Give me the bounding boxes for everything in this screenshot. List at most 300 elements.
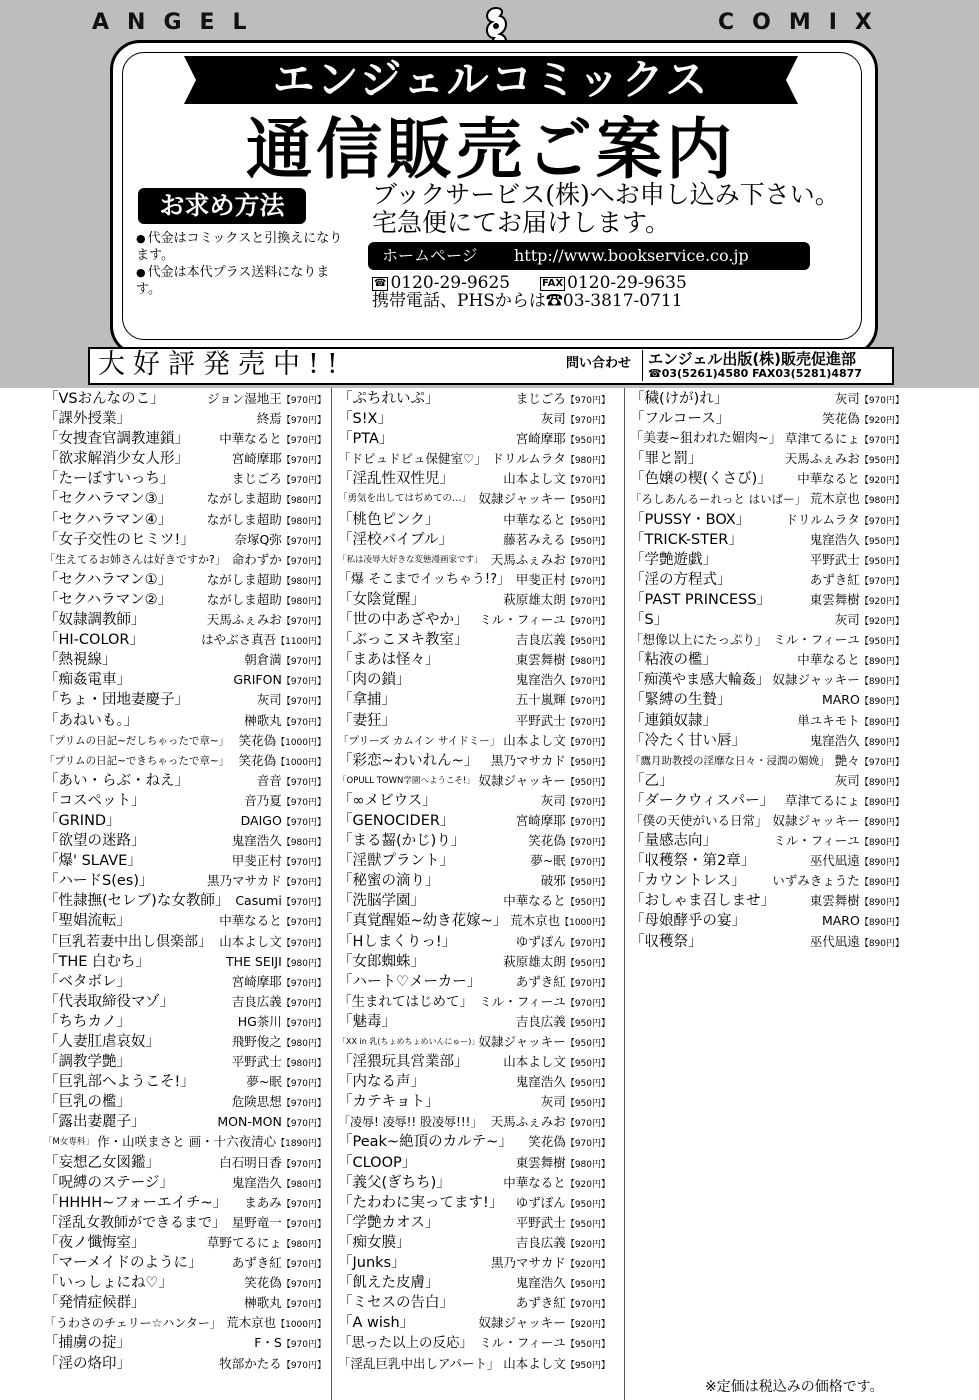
book-title: 「淫乱巨乳中出しアパート」 bbox=[338, 1355, 500, 1371]
book-price: 【970円】 bbox=[281, 617, 326, 628]
book-author: ゆずぽん bbox=[515, 933, 566, 949]
book-author: 宮崎摩耶 bbox=[515, 431, 566, 447]
book-title: 「代表取締役マゾ」 bbox=[44, 993, 175, 1010]
book-price: 【970円】 bbox=[281, 817, 326, 828]
book-title: 「巨乳若妻中出し倶楽部」 bbox=[44, 933, 212, 950]
book-author-price bbox=[207, 570, 326, 592]
list-item bbox=[630, 911, 904, 931]
book-author: 灰司 bbox=[540, 792, 566, 808]
list-item bbox=[44, 891, 326, 911]
book-author-price bbox=[491, 751, 610, 773]
book-price: 【970円】 bbox=[281, 657, 326, 668]
book-author: 灰司 bbox=[834, 612, 860, 628]
book-author-price bbox=[785, 429, 904, 451]
book-title: 「性隷撫(セレブ)な女教師」 bbox=[44, 893, 230, 910]
book-author-price bbox=[516, 1273, 610, 1295]
divider bbox=[642, 350, 643, 381]
book-author: 灰司 bbox=[834, 391, 860, 406]
book-price: 【970円】 bbox=[565, 797, 610, 808]
book-author-price bbox=[207, 871, 326, 893]
book-author: 奴隷ジャッキー bbox=[772, 812, 860, 828]
book-author: 山本よし文 bbox=[503, 471, 566, 487]
list-item bbox=[630, 650, 904, 670]
book-title: 「痴姦電車」 bbox=[44, 672, 131, 689]
book-author-price bbox=[516, 1193, 610, 1215]
book-author: 星野竜一 bbox=[231, 1214, 282, 1230]
homepage-url[interactable]: http://www.bookservice.co.jp bbox=[514, 246, 749, 265]
book-author-price bbox=[835, 771, 904, 793]
list-item bbox=[44, 911, 326, 931]
list-item bbox=[338, 1092, 610, 1112]
list-item bbox=[338, 831, 610, 851]
book-title: 「VSおんなのこ」 bbox=[44, 391, 165, 407]
book-author-price bbox=[246, 1072, 326, 1094]
book-author: 夢~眠 bbox=[246, 1074, 282, 1090]
book-title: 「熱視線」 bbox=[44, 652, 117, 669]
book-author-price bbox=[516, 570, 610, 592]
book-author: 笑花偽 bbox=[238, 732, 277, 748]
column-divider bbox=[331, 388, 332, 1400]
book-price: 【980円】 bbox=[281, 1039, 326, 1049]
book-title: 「女子交性のヒミツ!」 bbox=[44, 531, 195, 548]
list-item bbox=[338, 911, 610, 931]
book-title: 「僕の天使がいる日常」 bbox=[630, 812, 768, 828]
list-item bbox=[44, 489, 326, 509]
book-price: 【950円】 bbox=[565, 1280, 610, 1291]
book-price: 【980円】 bbox=[281, 496, 326, 507]
book-author: 朝倉満 bbox=[244, 652, 282, 668]
list-item bbox=[338, 1072, 610, 1092]
list-item bbox=[44, 1173, 326, 1193]
list-item bbox=[338, 952, 610, 972]
book-title: 「爆' SLAVE」 bbox=[44, 853, 142, 870]
list-item bbox=[338, 1193, 610, 1213]
book-price: 【890円】 bbox=[859, 717, 904, 728]
book-title: 「調教学艶」 bbox=[44, 1054, 131, 1071]
bullet-icon: ● bbox=[136, 232, 146, 245]
list-item bbox=[44, 1273, 326, 1293]
book-price: 【970円】 bbox=[565, 596, 610, 607]
book-price: 【970円】 bbox=[281, 436, 326, 447]
title-list-column-1 bbox=[44, 389, 326, 1374]
book-price: 【950円】 bbox=[565, 1059, 610, 1070]
book-title: 「PUSSY・BOX」 bbox=[630, 511, 751, 528]
book-title: 「HI-COLOR」 bbox=[44, 632, 144, 649]
book-author: 命わずか bbox=[231, 551, 282, 567]
book-author: MARO bbox=[821, 692, 860, 708]
book-title: 「XX in 乳(ちょめちょめいんにゅー)」 bbox=[338, 1037, 480, 1046]
book-author-price bbox=[232, 449, 326, 471]
list-item bbox=[44, 992, 326, 1012]
book-title: 「M女専科」 bbox=[44, 1137, 94, 1148]
price-footnote: ※定価は税込みの価格です。 bbox=[705, 1379, 884, 1395]
list-item bbox=[44, 1333, 326, 1353]
book-author: ながしま超助 bbox=[206, 491, 282, 507]
book-price: 【1000円】 bbox=[276, 737, 326, 748]
book-price: 【970円】 bbox=[565, 396, 610, 406]
book-author: 笑花偽 bbox=[528, 1134, 566, 1150]
book-author: あずき紅 bbox=[809, 571, 860, 587]
book-title: 「連鎖奴隷」 bbox=[630, 712, 717, 729]
book-title: 「ハート♡メーカー」 bbox=[338, 973, 482, 990]
book-author-price bbox=[810, 570, 904, 592]
homepage-label: ホームページ bbox=[382, 246, 478, 265]
book-author-price bbox=[232, 1253, 326, 1275]
note-2-text: 代金は本代プラス送料になります。 bbox=[136, 265, 330, 297]
book-price: 【970円】 bbox=[281, 898, 326, 909]
howto-label: お求め方法 bbox=[138, 188, 306, 224]
book-title: 「ベタボレ」 bbox=[44, 973, 131, 990]
book-price: 【970円】 bbox=[565, 737, 610, 748]
book-author-price bbox=[773, 811, 904, 833]
book-author-price bbox=[232, 1092, 326, 1114]
book-author: ミル・フィーユ bbox=[773, 833, 860, 849]
list-item bbox=[630, 831, 904, 851]
book-title: 「露出妻麗子」 bbox=[44, 1114, 146, 1131]
book-price: 【1000円】 bbox=[276, 1320, 326, 1331]
book-price: 【970円】 bbox=[281, 1018, 326, 1029]
book-title: 「生えてるお姉さんは好きですか?」 bbox=[44, 552, 226, 566]
book-price: 【970円】 bbox=[281, 858, 326, 869]
list-item bbox=[338, 409, 610, 429]
list-item bbox=[44, 1313, 326, 1333]
book-author-price bbox=[235, 891, 326, 913]
list-item bbox=[338, 811, 610, 831]
book-price: 【950円】 bbox=[565, 637, 610, 648]
book-price: 【950円】 bbox=[565, 1199, 610, 1210]
book-title: 「THE 白むち」 bbox=[44, 953, 151, 970]
book-author: まじごろ bbox=[515, 391, 566, 406]
book-author-price bbox=[541, 1092, 610, 1114]
list-item bbox=[44, 1052, 326, 1072]
book-price: 【970円】 bbox=[281, 717, 326, 728]
book-author-price bbox=[528, 1132, 610, 1154]
book-author-price bbox=[773, 670, 904, 692]
list-item bbox=[338, 731, 610, 751]
book-author: ジョン湿地王 bbox=[207, 391, 282, 406]
book-title: 「マーメイドのように」 bbox=[44, 1255, 203, 1272]
book-author-price bbox=[244, 1293, 326, 1315]
book-title: 「プリーズ カムイン サイドミー」 bbox=[338, 734, 501, 747]
book-author: 鬼窪浩久 bbox=[809, 732, 860, 748]
book-author: 宮崎摩耶 bbox=[231, 451, 282, 467]
list-item bbox=[630, 711, 904, 731]
book-title: 「まる齧(かじ)り」 bbox=[338, 833, 466, 850]
book-title: 「淫乱女教師ができるまで」 bbox=[44, 1214, 226, 1231]
book-price: 【1890円】 bbox=[276, 1139, 326, 1150]
book-author: 艶々 bbox=[834, 752, 860, 768]
book-title: 「妻狂」 bbox=[338, 712, 396, 729]
list-item bbox=[338, 1253, 610, 1273]
book-author: 中華なると bbox=[503, 1174, 566, 1190]
book-author-price bbox=[810, 590, 904, 612]
book-title: 「私は凌辱大好きな変態漫画家です」 bbox=[338, 554, 483, 565]
book-title: 「学艶遊戯」 bbox=[630, 551, 717, 568]
book-title: 「CLOOP」 bbox=[338, 1154, 417, 1171]
note-1-text: 代金はコミックスと引換えになります。 bbox=[136, 231, 343, 263]
book-price: 【970円】 bbox=[281, 938, 326, 949]
book-author: 笑花偽 bbox=[528, 833, 566, 849]
book-author-price bbox=[810, 731, 904, 753]
book-price: 【980円】 bbox=[281, 958, 326, 969]
publisher-name: エンジェル出版(株)販売促進部 bbox=[648, 350, 857, 368]
book-author: 鬼窪浩久 bbox=[515, 1074, 566, 1090]
book-author-price bbox=[257, 690, 326, 712]
list-item bbox=[338, 891, 610, 911]
book-price: 【890円】 bbox=[859, 677, 904, 688]
book-price: 【970円】 bbox=[565, 416, 610, 427]
book-price: 【970円】 bbox=[281, 456, 326, 467]
order-line-1: ブックサービス(株)へお申し込み下さい。 bbox=[372, 180, 840, 209]
book-title: 「淫獣プラント」 bbox=[338, 853, 454, 870]
book-title: 「うわさのチェリー☆ハンター」 bbox=[44, 1316, 222, 1331]
book-author-price bbox=[232, 1052, 326, 1074]
list-item bbox=[44, 610, 326, 630]
book-author: 五十嵐輝 bbox=[515, 692, 566, 708]
book-author: 灰司 bbox=[256, 692, 282, 708]
list-item bbox=[44, 972, 326, 992]
book-price: 【970円】 bbox=[281, 777, 326, 788]
book-author-price bbox=[503, 530, 610, 552]
book-price: 【950円】 bbox=[565, 1360, 610, 1371]
book-price: 【950円】 bbox=[565, 898, 610, 909]
book-title: 「たわわに実ってます!」 bbox=[338, 1194, 504, 1211]
book-title: 「HHHH~フォーエイチ~」 bbox=[44, 1194, 228, 1211]
book-author: あずき紅 bbox=[231, 1255, 282, 1271]
book-author: 単ユキモト bbox=[797, 712, 860, 728]
list-item bbox=[338, 1313, 610, 1333]
book-author: 宮崎摩耶 bbox=[231, 973, 282, 989]
list-item bbox=[44, 1072, 326, 1092]
book-title: 「淫校バイブル」 bbox=[338, 531, 453, 548]
book-author-price bbox=[541, 791, 610, 813]
book-author: 天馬ふぇみお bbox=[490, 551, 566, 567]
book-author-price bbox=[810, 550, 904, 572]
list-item bbox=[338, 1112, 610, 1132]
book-author-price bbox=[503, 1173, 610, 1195]
book-title: 「緊縛の生贄」 bbox=[630, 692, 732, 709]
list-item bbox=[338, 851, 610, 871]
list-item bbox=[44, 771, 326, 791]
book-price: 【920円】 bbox=[859, 476, 904, 487]
book-author: 笑花偽 bbox=[238, 752, 277, 768]
book-author: F・S bbox=[254, 1335, 282, 1351]
book-title: 「呪縛のステージ」 bbox=[44, 1174, 174, 1191]
book-title: 「欲望の迷路」 bbox=[44, 833, 146, 850]
list-item bbox=[44, 731, 326, 751]
list-item bbox=[338, 510, 610, 530]
list-item bbox=[630, 630, 904, 650]
book-price: 【950円】 bbox=[565, 536, 610, 547]
book-author: 鬼窪浩久 bbox=[231, 833, 282, 849]
book-price: 【890円】 bbox=[859, 657, 904, 668]
book-author: 荒木京也 bbox=[510, 913, 561, 929]
book-title: 「女郎蜘蛛」 bbox=[338, 953, 425, 970]
book-author-price bbox=[232, 831, 326, 853]
book-price: 【920円】 bbox=[565, 1239, 610, 1250]
book-author-price bbox=[491, 1112, 610, 1134]
book-price: 【950円】 bbox=[859, 637, 904, 648]
book-author: 藤茗みえる bbox=[503, 531, 566, 547]
brand-angel: ANGEL bbox=[92, 10, 265, 35]
book-price: 【970円】 bbox=[281, 1300, 326, 1311]
list-item bbox=[630, 771, 904, 791]
book-price: 【980円】 bbox=[859, 496, 904, 507]
book-author: 甲斐正村 bbox=[231, 853, 282, 869]
book-price: 【970円】 bbox=[281, 1159, 326, 1170]
book-author: 東雲舞樹 bbox=[515, 1154, 566, 1170]
book-title: 「ドピュドピュ保健室♡」 bbox=[338, 451, 487, 467]
book-price: 【970円】 bbox=[281, 1360, 326, 1371]
title-list-column-3 bbox=[630, 389, 904, 952]
book-title: 「世の中あざやか」 bbox=[338, 612, 469, 629]
list-item bbox=[630, 590, 904, 610]
book-author: いずみきょうた bbox=[772, 873, 860, 889]
book-title: 「聖娼流転」 bbox=[44, 913, 131, 930]
book-author: DAIGO bbox=[240, 812, 282, 828]
book-author: Casumi bbox=[235, 893, 282, 909]
book-price: 【890円】 bbox=[859, 737, 904, 748]
book-author-price bbox=[503, 891, 610, 913]
book-author: 草津てるにょ bbox=[785, 431, 860, 447]
book-price: 【980円】 bbox=[565, 657, 610, 668]
book-author-price bbox=[835, 389, 904, 411]
book-title: 「カテキョト」 bbox=[338, 1094, 440, 1111]
book-author: 鬼窪浩久 bbox=[515, 1275, 566, 1291]
book-author-price bbox=[822, 690, 904, 712]
list-item bbox=[44, 1112, 326, 1132]
onsale-heading: 大好評発売中!! bbox=[98, 349, 346, 380]
book-author: 奴隷ジャッキー bbox=[478, 491, 566, 507]
book-author: 吉良広義 bbox=[515, 1013, 566, 1029]
book-title: 「ハードS(es)」 bbox=[44, 873, 154, 890]
book-price: 【970円】 bbox=[281, 878, 326, 889]
book-author-price bbox=[207, 590, 326, 612]
list-item bbox=[630, 932, 904, 952]
book-title: 「内なる声」 bbox=[338, 1074, 425, 1091]
book-price: 【970円】 bbox=[281, 1219, 326, 1230]
book-title: 「プリムの日記~だしちゃったで章~」 bbox=[44, 734, 230, 747]
book-title: 「セクハラマン②」 bbox=[44, 591, 173, 608]
book-title: 「捕虜の掟」 bbox=[44, 1335, 131, 1352]
list-item bbox=[44, 831, 326, 851]
list-item bbox=[44, 530, 326, 550]
page-title: 通信販売ご案内 bbox=[246, 111, 736, 188]
list-item bbox=[44, 1253, 326, 1273]
book-price: 【890円】 bbox=[859, 838, 904, 849]
book-title: 「巨乳部へようこそ!」 bbox=[44, 1074, 195, 1091]
book-author: 萩原雄太朗 bbox=[503, 591, 566, 607]
list-item bbox=[630, 550, 904, 570]
list-item bbox=[338, 1012, 610, 1032]
book-author-price bbox=[219, 429, 326, 451]
book-title: 「Hしまくりっ!」 bbox=[338, 933, 457, 950]
book-price: 【970円】 bbox=[565, 838, 610, 849]
book-author: MON-MON bbox=[217, 1114, 282, 1130]
book-title: 「穢(けが)れ」 bbox=[630, 391, 729, 407]
book-title: 「勇気を出してはぢめての…」 bbox=[338, 493, 472, 505]
list-item bbox=[630, 570, 904, 590]
book-author-price bbox=[503, 1052, 610, 1074]
book-price: 【970円】 bbox=[565, 697, 610, 708]
book-price: 【950円】 bbox=[565, 516, 610, 527]
list-item bbox=[44, 1092, 326, 1112]
book-price: 【970円】 bbox=[281, 556, 326, 567]
book-price: 【970円】 bbox=[281, 978, 326, 989]
book-title: 「∞メビウス」 bbox=[338, 792, 437, 809]
book-title: 「学艶カオス」 bbox=[338, 1214, 440, 1231]
book-author-price bbox=[207, 1233, 326, 1255]
book-title: 「Peak~絶頂のカルテ~」 bbox=[338, 1134, 513, 1151]
book-author: 中華なると bbox=[797, 652, 860, 668]
book-price: 【970円】 bbox=[859, 396, 904, 406]
list-item bbox=[44, 811, 326, 831]
list-item bbox=[338, 670, 610, 690]
list-item bbox=[338, 992, 610, 1012]
list-item bbox=[630, 429, 904, 449]
book-author: 山本よし文 bbox=[503, 1355, 566, 1371]
book-title: 「女陰覚醒」 bbox=[338, 591, 425, 608]
book-author: 榊歌丸 bbox=[244, 1295, 282, 1311]
book-title: 「母娘酵乎の宴」 bbox=[630, 913, 746, 930]
book-author-price bbox=[785, 510, 904, 532]
book-author-price bbox=[244, 791, 326, 813]
list-item bbox=[44, 1213, 326, 1233]
list-item bbox=[44, 670, 326, 690]
book-author-price bbox=[479, 992, 610, 1014]
book-price: 【970円】 bbox=[565, 1139, 610, 1150]
book-price: 【950円】 bbox=[565, 1340, 610, 1351]
book-title: 「ぷちれいぷ」 bbox=[338, 391, 440, 407]
book-author-price bbox=[241, 811, 326, 833]
book-author: 巫代凪遠 bbox=[809, 933, 860, 949]
book-price: 【980円】 bbox=[281, 1239, 326, 1250]
list-item bbox=[338, 932, 610, 952]
book-author-price bbox=[772, 871, 904, 893]
book-price: 【970円】 bbox=[281, 416, 326, 427]
book-price: 【970円】 bbox=[281, 677, 326, 688]
list-item bbox=[338, 489, 610, 509]
book-price: 【970円】 bbox=[281, 1079, 326, 1090]
book-author-price bbox=[810, 489, 904, 511]
list-item bbox=[338, 972, 610, 992]
list-item bbox=[630, 469, 904, 489]
book-author-price bbox=[217, 1112, 326, 1134]
book-author: ミル・フィーユ bbox=[479, 612, 566, 628]
book-title: 「発情症候群」 bbox=[44, 1295, 146, 1312]
book-author-price bbox=[503, 469, 610, 491]
book-price: 【920円】 bbox=[859, 596, 904, 607]
book-author-price bbox=[254, 1333, 326, 1355]
book-author-price bbox=[219, 932, 326, 954]
list-item bbox=[44, 409, 326, 429]
fax-number: 0120-29-9635 bbox=[567, 273, 687, 293]
book-author-price bbox=[797, 650, 904, 672]
list-item bbox=[338, 590, 610, 610]
book-author: ミル・フィーユ bbox=[479, 1335, 566, 1351]
book-author-price bbox=[516, 711, 610, 733]
book-title: 「フルコース」 bbox=[630, 411, 731, 428]
list-item bbox=[44, 429, 326, 449]
book-price: 【890円】 bbox=[859, 858, 904, 869]
book-title: 「洗脳学園」 bbox=[338, 893, 425, 910]
book-title: 「欲求解消少女人形」 bbox=[44, 451, 189, 468]
list-item bbox=[338, 1153, 610, 1173]
inquiry-label: 問い合わせ bbox=[566, 356, 632, 371]
book-price: 【890円】 bbox=[859, 918, 904, 929]
book-author-price bbox=[226, 1313, 326, 1335]
note-2 bbox=[136, 264, 354, 298]
